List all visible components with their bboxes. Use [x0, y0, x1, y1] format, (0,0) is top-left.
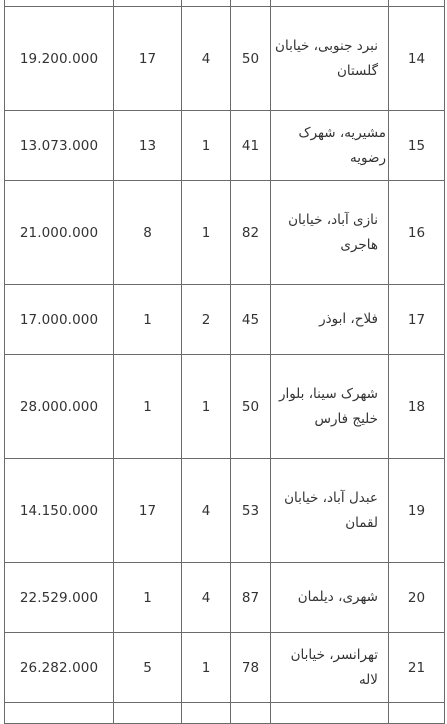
count-cell: 1 [114, 563, 182, 633]
area-cell: 41 [231, 111, 271, 181]
table-cell [231, 703, 271, 724]
table-row [5, 563, 445, 633]
count-cell: 5 [114, 633, 182, 703]
row-number-cell: 14 [389, 7, 445, 111]
area-cell: 53 [231, 459, 271, 563]
table-cell [182, 703, 231, 724]
price-cell: 21.000.000 [5, 181, 114, 285]
address-cell [271, 355, 389, 459]
count-cell: 1 [182, 181, 231, 285]
count-cell: 13 [114, 111, 182, 181]
address-cell [271, 285, 389, 355]
address-text: نبرد جنوبی، خیابان گلستان [275, 37, 378, 79]
count-cell: 1 [114, 285, 182, 355]
price-cell: 22.529.000 [5, 563, 114, 633]
address-cell [271, 181, 389, 285]
price-cell: 13.073.000 [5, 111, 114, 181]
count-cell: 4 [182, 459, 231, 563]
count-cell: 1 [182, 111, 231, 181]
address-text: فلاح، ابوذر [319, 311, 378, 327]
row-number-cell: 15 [389, 111, 445, 181]
row-number-cell: 20 [389, 563, 445, 633]
table-row [5, 111, 445, 181]
count-cell: 17 [114, 459, 182, 563]
count-cell: 1 [182, 355, 231, 459]
address-cell [271, 459, 389, 563]
count-cell: 4 [182, 7, 231, 111]
area-cell: 45 [231, 285, 271, 355]
area-cell: 50 [231, 355, 271, 459]
table-cell [389, 703, 445, 724]
table-row [5, 181, 445, 285]
address-cell [271, 563, 389, 633]
area-cell: 50 [231, 7, 271, 111]
address-text: تهرانسر، خیابان لاله [290, 646, 378, 688]
row-number-cell: 19 [389, 459, 445, 563]
address-text: شهری، دیلمان [297, 589, 378, 605]
row-number-cell: 17 [389, 285, 445, 355]
price-cell: 26.282.000 [5, 633, 114, 703]
table-row [5, 285, 445, 355]
address-cell [271, 111, 389, 181]
table-cell [271, 703, 389, 724]
table-row [5, 459, 445, 563]
row-number-cell: 18 [389, 355, 445, 459]
table-row [5, 703, 445, 724]
table-row [5, 633, 445, 703]
table-row [5, 7, 445, 111]
price-cell: 28.000.000 [5, 355, 114, 459]
area-cell: 78 [231, 633, 271, 703]
price-cell: 14.150.000 [5, 459, 114, 563]
table-cell [114, 703, 182, 724]
area-cell: 87 [231, 563, 271, 633]
count-cell: 2 [182, 285, 231, 355]
address-text: عبدل آباد، خیابان لقمان [284, 489, 378, 531]
count-cell: 8 [114, 181, 182, 285]
count-cell: 4 [182, 563, 231, 633]
price-cell: 17.000.000 [5, 285, 114, 355]
row-number-cell: 16 [389, 181, 445, 285]
price-cell: 19.200.000 [5, 7, 114, 111]
listings-table [4, 0, 445, 724]
address-text: شهرک سینا، بلوار خلیج فارس [278, 385, 378, 427]
row-number-cell: 21 [389, 633, 445, 703]
count-cell: 1 [114, 355, 182, 459]
table-cell [5, 703, 114, 724]
address-text: مشیریه، شهرک رضویه [298, 124, 386, 166]
address-text: نازی آباد، خیابان هاجری [288, 211, 378, 253]
count-cell: 1 [182, 633, 231, 703]
address-cell [271, 7, 389, 111]
address-cell [271, 633, 389, 703]
area-cell: 82 [231, 181, 271, 285]
count-cell: 17 [114, 7, 182, 111]
table-row [5, 355, 445, 459]
